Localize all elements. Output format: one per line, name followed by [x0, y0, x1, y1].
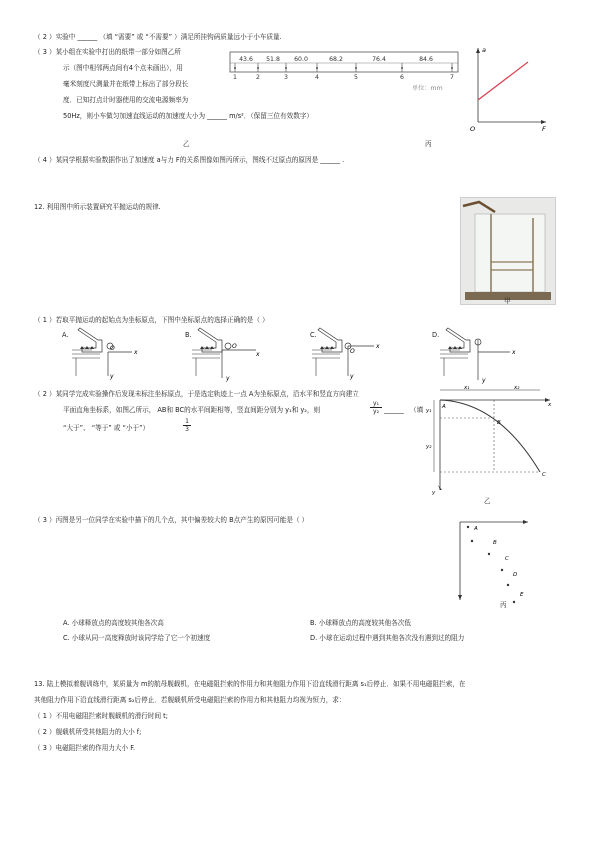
caption-bing: 丙 — [425, 140, 432, 148]
option-c-x: x — [376, 343, 380, 350]
tape-dot — [285, 67, 287, 69]
point-b-label: B — [497, 420, 501, 426]
option-c-y: y — [350, 373, 354, 380]
tape-dot — [257, 67, 259, 69]
tape-point-3: 3 — [284, 74, 288, 81]
apparatus-sketch — [461, 198, 555, 304]
q11-part3-line1: （ 3 ）某小组在实验中打出的纸带一部分如图乙所 — [34, 48, 181, 56]
option-diagrams — [60, 328, 530, 384]
tape-seg-4: 68.2 — [329, 56, 343, 63]
q12-title: 12. 利用图中所示装置研究平抛运动的规律. — [34, 203, 161, 211]
tape-seg-5: 76.4 — [372, 56, 386, 63]
q13-line2: 其他阻力作用下沿直线滑行距离 s₂后停止．若舰载机所受电磁阻拦索的作用力和其他阻力均视为恒力，求： — [34, 696, 346, 704]
q11-part3-line5: 50Hz，则小车做匀加速直线运动的加速度大小为 ______ m/s²．（保留三位有效数字） — [63, 112, 314, 120]
option-d-diagram — [440, 328, 516, 384]
option-d-y: y — [482, 377, 486, 384]
origin-label: O — [470, 125, 476, 133]
tape-point-4: 4 — [315, 74, 319, 81]
scatter-point-e: E — [520, 592, 524, 598]
scatter-figure-bing — [452, 514, 532, 604]
label-y2: y₂ — [426, 444, 432, 450]
q12-part1-text: （ 1 ）若取平抛运动的起始点为坐标原点，下图中坐标原点的选择正确的是（ ） — [34, 316, 269, 324]
q13-part3: （ 3 ）电磁阻拦索的作用力大小 F. — [34, 744, 136, 752]
q13-line1: 13. 陆上模拟着舰训练中，某质量为 m的航母舰载机，在电磁阻拦索的作用力和其他阻力作用下沿直线滑行距离 s₁后停止．如果不用电磁阻拦索，在 — [34, 680, 466, 688]
fraction-y2-denominator: y₂ — [373, 408, 379, 415]
tape-seg-1: 43.6 — [239, 56, 253, 63]
apparatus-photo — [460, 197, 556, 305]
choice-a: A. 小球释放点的高度较其他各次高 — [63, 619, 164, 627]
a-axis-label: a — [482, 46, 486, 54]
fraction-y1-numerator: y₁ — [370, 400, 382, 408]
label-x: x — [548, 402, 552, 408]
tape-point-6: 6 — [400, 74, 404, 81]
q11-part3-line2: 示（图中相邻两点间有4个点未画出），用 — [63, 64, 183, 72]
option-b-y: y — [226, 375, 230, 382]
one-third-numerator: 1 — [183, 418, 191, 426]
tape-dot — [316, 67, 318, 69]
tape-dot — [355, 67, 357, 69]
q11-part4-text: （ 4 ）某同学根据实验数据作出了加速度 a与力 F的关系图像如图丙所示，图线不过原点的原因是 ______ . — [34, 156, 345, 164]
option-a-label: A. — [62, 331, 69, 339]
q11-part3-line3: 毫米刻度尺测量并在纸带上标出了部分段长 — [63, 80, 189, 88]
q13-part1: （ 1 ）不用电磁阻拦索时舰载机的滑行时间 t; — [34, 712, 168, 720]
f-axis-label: F — [542, 125, 546, 133]
tape-seg-6: 84.6 — [419, 56, 433, 63]
tape-dot — [451, 67, 453, 69]
answer-blank: ______ — [384, 406, 404, 414]
q11-part2-text: （ 2 ）实验中 ______ （填 “需要” 或 “不需要” ）满足所挂钩码质量远小于小车质量. — [34, 33, 282, 41]
option-b-label: B. — [185, 331, 192, 339]
option-d-label: D. — [432, 331, 440, 339]
label-y: y — [432, 490, 436, 496]
option-b-x: x — [256, 351, 260, 358]
scatter-point-b: B — [493, 540, 497, 546]
tape-seg-3: 60.0 — [294, 56, 308, 63]
q12-part2-fill-hint: （填 — [410, 406, 424, 414]
tape-seg-2: 51.8 — [266, 56, 280, 63]
label-x2: x₂ — [514, 385, 520, 391]
choice-d: D. 小球在运动过程中遇到其他各次没有遇到过的阻力 — [310, 634, 465, 642]
fraction-y1-y2 — [370, 400, 382, 415]
tape-point-7: 7 — [450, 74, 454, 81]
option-b-diagram — [192, 328, 260, 382]
paper-tape-figure — [226, 48, 462, 92]
option-a-y: y — [110, 373, 114, 380]
tape-dot — [401, 67, 403, 69]
label-y1: y₁ — [426, 408, 432, 414]
trajectory-caption-yi: 乙 — [484, 497, 491, 505]
a-f-graph — [468, 44, 548, 134]
scatter-point-d: D — [513, 572, 518, 578]
q13-part2: （ 2 ）舰载机所受其他阻力的大小 f; — [34, 728, 142, 736]
option-a-o: O — [110, 345, 115, 352]
q12-part3-text: （ 3 ）丙图是另一位同学在实验中描下的几个点，其中偏差较大的 B点产生的原因可能是（ ） — [34, 516, 309, 524]
option-a-diagram — [72, 328, 138, 380]
option-c-o: O — [350, 348, 355, 355]
choice-b: B. 小球释放点的高度较其他各次低 — [310, 619, 412, 627]
option-b-o: O — [232, 343, 237, 350]
scatter-point-a: A — [474, 526, 478, 532]
q12-part2-line1: （ 2 ）某同学完成实验操作后发现未标注坐标原点，于是选定轨迹上一点 A为坐标原点，沿水平和竖直方向建立 — [34, 390, 359, 398]
option-c-diagram — [312, 328, 380, 380]
label-x1: x₁ — [464, 385, 470, 391]
option-d-x: x — [512, 349, 516, 356]
trajectory-figure-yi — [428, 386, 553, 496]
tape-dot — [234, 67, 236, 69]
scatter-caption-bing: 丙 — [500, 601, 507, 609]
option-c-label: C. — [310, 331, 317, 339]
option-a-x: x — [134, 349, 138, 356]
fraction-one-third — [183, 418, 191, 433]
photo-caption-jia: 甲 — [504, 297, 511, 305]
choice-c: C. 小球从同一高度释放时该同学给了它一个初速度 — [63, 634, 211, 642]
scatter-point-c: C — [505, 556, 509, 562]
tape-point-2: 2 — [256, 74, 260, 81]
point-a-label: A — [442, 404, 446, 410]
q12-part2-line2: 平面直角坐标系，如图乙所示， AB和 BC的水平间距相等，竖直间距分别为 y₁和 y₂，则 — [63, 406, 321, 414]
q11-part3-line4: 度．已知打点计时器使用的交流电源频率为 — [63, 96, 189, 104]
point-c-label: C — [542, 472, 546, 478]
one-third-denominator: 3 — [185, 426, 189, 433]
tape-point-5: 5 — [354, 74, 358, 81]
tape-unit: 单位：mm — [412, 85, 443, 92]
tape-point-1: 1 — [233, 74, 237, 81]
caption-yi: 乙 — [183, 140, 190, 148]
q12-part2-line3: “大于”、 “等于” 或 “小于”） — [63, 424, 150, 432]
